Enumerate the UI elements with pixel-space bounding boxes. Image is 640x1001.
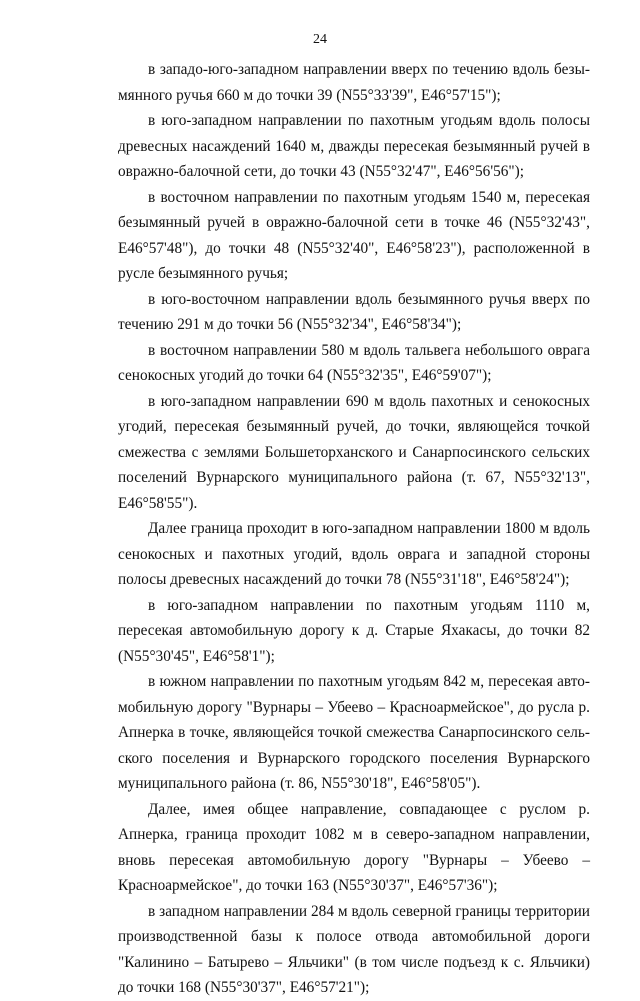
- paragraph: в западо-юго-западном направлении вверх по течению вдоль безымянного ручья 660 м до точки 39 (N55°33'39", E46°57'15");: [118, 61, 590, 104]
- paragraph: Далее, имея общее направление, совпадающее с руслом р. Апнерка, граница проходит 1082 м в северо-западном направлении, вновь пересекая автомобильную дорогу "Вурнары – Убеево – Красноармейское", до точки 163 (N55°30'37", E46°57'36");: [118, 800, 590, 894]
- paragraph: Далее граница проходит в юго-западном направлении 1800 м вдоль сенокосных и пахотных угодий, вдоль оврага и западной стороны полосы древесных насаждений до точки 78 (N55°31'18", E46°58'24");: [118, 520, 590, 588]
- paragraph: в западном направлении 284 м вдоль северной границы территории производственной базы к полосе отвода автомобильной дороги "Калинино – Батырево – Яльчики" (в том числе подъезд к с. Яльчики) до точки 168 (N55°30'37", E46°57'21");: [118, 902, 590, 996]
- paragraph: в юго-восточном направлении вдоль безымянного ручья вверх по течению 291 м до точки 56 (N55°32'34", E46°58'34");: [118, 290, 590, 333]
- page-number: 24: [313, 32, 327, 47]
- paragraph: в юго-западном направлении по пахотным угодьям вдоль полосы древесных насаждений 1640 м, дважды пересекая безымянный ручей в овражно-балочной сети, до точки 43 (N55°32'47", E46°56'56");: [118, 112, 590, 180]
- paragraph: в восточном направлении по пахотным угодьям 1540 м, пересекая безымянный ручей в овражно-балочной сети в точке 46 (N55°32'43", E46°57'48"), до точки 48 (N55°32'40", E46°58'23"), расположенной в русле безымянного ручья;: [118, 188, 590, 282]
- document-body: [118, 57, 590, 1001]
- paragraph: в юго-западном направлении по пахотным угодьям 1110 м, пересекая автомобильную дорогу к д. Старые Яхакасы, до точки 82 (N55°30'45", E46°58'1");: [118, 596, 590, 665]
- paragraph: в южном направлении по пахотным угодьям 842 м, пересекая автомобильную дорогу "Вурнары – Убеево – Красноармейское", до русла р. Апнерка в точке, являющейся точкой смежества Санарпосинского сельского поселения и Вурнарского городского поселения Вурнарского муниципального района (т. 86, N55°30'18", E46°58'05").: [118, 673, 590, 792]
- paragraph: в восточном направлении 580 м вдоль тальвега небольшого оврага сенокосных угодий до точки 64 (N55°32'35", E46°59'07");: [118, 341, 590, 384]
- paragraph: в юго-западном направлении 690 м вдоль пахотных и сенокосных угодий, пересекая безымянный ручей, до точки, являющейся точкой смежества с землями Большеторханского и Санарпосинского сельских поселений Вурнарского муниципального района (т. 67, N55°32'13", E46°58'55").: [118, 392, 590, 512]
